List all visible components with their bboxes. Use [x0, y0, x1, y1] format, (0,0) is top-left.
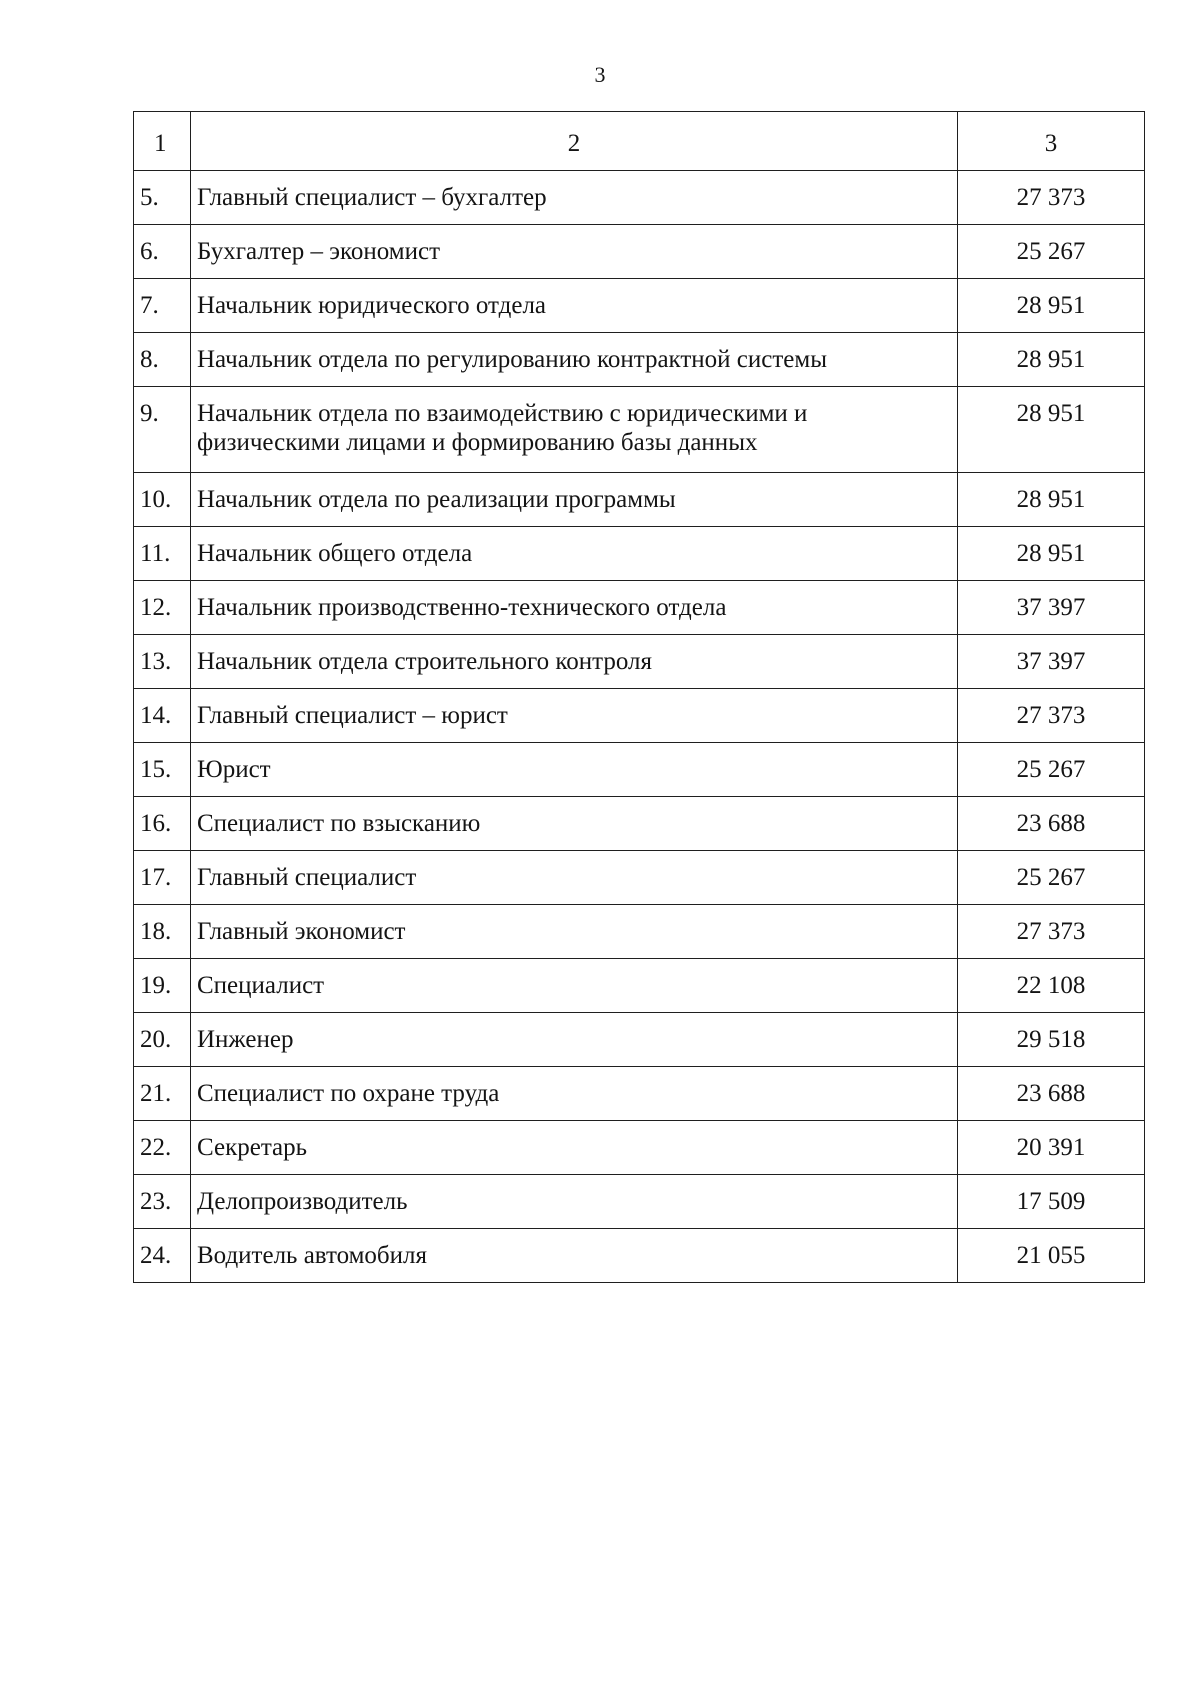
- salary-value: 28 951: [958, 279, 1145, 333]
- position-name: Главный специалист: [191, 851, 958, 905]
- position-name: Инженер: [191, 1013, 958, 1067]
- salary-value: 28 951: [958, 473, 1145, 527]
- position-name: Начальник производственно-технического отдела: [191, 581, 958, 635]
- position-name: Главный специалист – юрист: [191, 689, 958, 743]
- table-row: [134, 581, 1145, 635]
- table-row: [134, 1067, 1145, 1121]
- position-name: Секретарь: [191, 1121, 958, 1175]
- salary-value: 27 373: [958, 905, 1145, 959]
- column-header-salary: 3: [958, 112, 1145, 171]
- row-number: 9.: [134, 387, 191, 473]
- position-name: Бухгалтер – экономист: [191, 225, 958, 279]
- position-name: Начальник юридического отдела: [191, 279, 958, 333]
- salary-value: 25 267: [958, 743, 1145, 797]
- row-number: 12.: [134, 581, 191, 635]
- salary-value: 17 509: [958, 1175, 1145, 1229]
- salary-value: 29 518: [958, 1013, 1145, 1067]
- position-name: Главный экономист: [191, 905, 958, 959]
- row-number: 24.: [134, 1229, 191, 1283]
- salary-value: 25 267: [958, 225, 1145, 279]
- row-number: 17.: [134, 851, 191, 905]
- salary-value: 23 688: [958, 1067, 1145, 1121]
- table-row: [134, 473, 1145, 527]
- salary-value: 28 951: [958, 527, 1145, 581]
- table-row: [134, 689, 1145, 743]
- table-row: [134, 333, 1145, 387]
- salary-value: 22 108: [958, 959, 1145, 1013]
- position-name: Водитель автомобиля: [191, 1229, 958, 1283]
- row-number: 21.: [134, 1067, 191, 1121]
- table-row: [134, 635, 1145, 689]
- row-number: 8.: [134, 333, 191, 387]
- position-name: Главный специалист – бухгалтер: [191, 171, 958, 225]
- position-name: Делопроизводитель: [191, 1175, 958, 1229]
- table-row: [134, 1229, 1145, 1283]
- salary-value: 28 951: [958, 387, 1145, 473]
- column-header-number: 1: [134, 112, 191, 171]
- table-row: [134, 279, 1145, 333]
- row-number: 6.: [134, 225, 191, 279]
- table-row: [134, 225, 1145, 279]
- salary-value: 21 055: [958, 1229, 1145, 1283]
- salary-value: 37 397: [958, 581, 1145, 635]
- table-header-row: [134, 112, 1145, 171]
- row-number: 19.: [134, 959, 191, 1013]
- table-row: [134, 527, 1145, 581]
- row-number: 7.: [134, 279, 191, 333]
- position-name: Юрист: [191, 743, 958, 797]
- table-row: [134, 743, 1145, 797]
- row-number: 20.: [134, 1013, 191, 1067]
- table-row: [134, 1013, 1145, 1067]
- position-name: Специалист по охране труда: [191, 1067, 958, 1121]
- table-row: [134, 171, 1145, 225]
- position-name: Начальник отдела по регулированию контрактной системы: [191, 333, 958, 387]
- position-name: Начальник отдела по взаимодействию с юридическими и физическими лицами и формированию базы данных: [191, 387, 958, 473]
- row-number: 11.: [134, 527, 191, 581]
- position-name: Специалист: [191, 959, 958, 1013]
- salary-value: 37 397: [958, 635, 1145, 689]
- row-number: 23.: [134, 1175, 191, 1229]
- salary-value: 27 373: [958, 171, 1145, 225]
- table-row: [134, 1175, 1145, 1229]
- salary-value: 23 688: [958, 797, 1145, 851]
- table-row: [134, 959, 1145, 1013]
- row-number: 10.: [134, 473, 191, 527]
- salary-value: 20 391: [958, 1121, 1145, 1175]
- position-name: Начальник общего отдела: [191, 527, 958, 581]
- row-number: 18.: [134, 905, 191, 959]
- table-row: [134, 1121, 1145, 1175]
- row-number: 15.: [134, 743, 191, 797]
- table-row: [134, 797, 1145, 851]
- position-name: Начальник отдела строительного контроля: [191, 635, 958, 689]
- position-name: Специалист по взысканию: [191, 797, 958, 851]
- row-number: 22.: [134, 1121, 191, 1175]
- position-name: Начальник отдела по реализации программы: [191, 473, 958, 527]
- row-number: 16.: [134, 797, 191, 851]
- column-header-position: 2: [191, 112, 958, 171]
- table-row: [134, 851, 1145, 905]
- row-number: 14.: [134, 689, 191, 743]
- salary-value: 25 267: [958, 851, 1145, 905]
- table-body: [134, 171, 1145, 1283]
- salary-table: [133, 111, 1145, 1283]
- salary-value: 27 373: [958, 689, 1145, 743]
- table-row: [134, 905, 1145, 959]
- page-number: 3: [594, 62, 606, 87]
- row-number: 5.: [134, 171, 191, 225]
- table-row: [134, 387, 1145, 473]
- salary-value: 28 951: [958, 333, 1145, 387]
- row-number: 13.: [134, 635, 191, 689]
